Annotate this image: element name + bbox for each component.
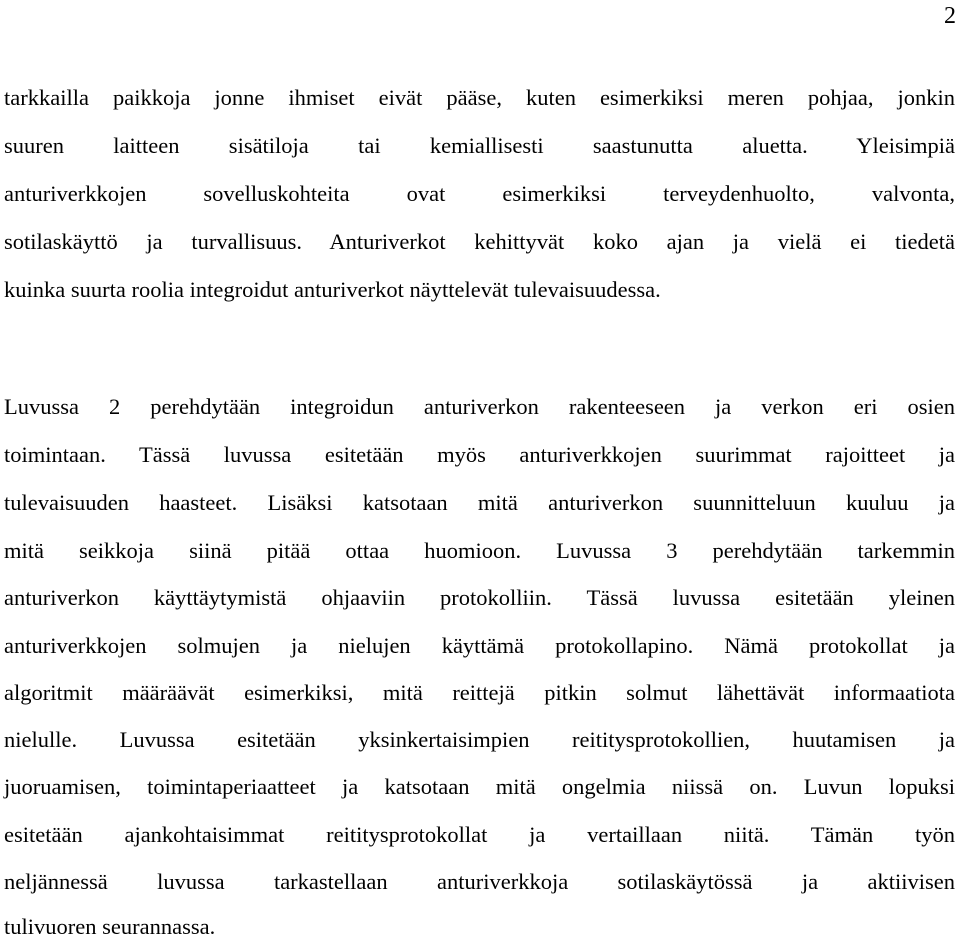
text-line: anturiverkkojen sovelluskohteita ovat esimerkiksi terveydenhuolto, valvonta, [4, 181, 955, 206]
text-line: juoruamisen, toimintaperiaatteet ja katsotaan mitä ongelmia niissä on. Luvun lopuksi [4, 774, 955, 799]
page-number: 2 [944, 3, 956, 29]
text-line: sotilaskäyttö ja turvallisuus. Anturiverkot kehittyvät koko ajan ja vielä ei tiedetä [4, 229, 955, 254]
text-line: Luvussa 2 perehdytään integroidun anturiverkon rakenteeseen ja verkon eri osien [4, 394, 955, 419]
text-line: anturiverkkojen solmujen ja nielujen käyttämä protokollapino. Nämä protokollat ja [4, 633, 955, 658]
text-line: suuren laitteen sisätiloja tai kemiallisesti saastunutta aluetta. Yleisimpiä [4, 133, 955, 158]
text-line: mitä seikkoja siinä pitää ottaa huomioon. Luvussa 3 perehdytään tarkemmin [4, 538, 955, 563]
text-line: nielulle. Luvussa esitetään yksinkertaisimpien reititysprotokollien, huutamisen ja [4, 727, 955, 752]
text-line: esitetään ajankohtaisimmat reititysprotokollat ja vertaillaan niitä. Tämän työn [4, 822, 955, 847]
text-line: neljännessä luvussa tarkastellaan anturiverkkoja sotilaskäytössä ja aktiivisen [4, 869, 955, 894]
text-line: anturiverkon käyttäytymistä ohjaaviin protokolliin. Tässä luvussa esitetään yleinen [4, 585, 955, 610]
text-line: tarkkailla paikkoja jonne ihmiset eivät pääse, kuten esimerkiksi meren pohjaa, jonkin [4, 85, 955, 110]
text-line: tulivuoren seurannassa. [4, 914, 216, 939]
text-line: tulevaisuuden haasteet. Lisäksi katsotaan mitä anturiverkon suunnitteluun kuuluu ja [4, 490, 955, 515]
text-line: toimintaan. Tässä luvussa esitetään myös anturiverkkojen suurimmat rajoitteet ja [4, 442, 955, 467]
text-line: kuinka suurta roolia integroidut anturiverkot näyttelevät tulevaisuudessa. [4, 277, 661, 302]
text-line: algoritmit määräävät esimerkiksi, mitä reittejä pitkin solmut lähettävät informaatiota [4, 680, 955, 705]
